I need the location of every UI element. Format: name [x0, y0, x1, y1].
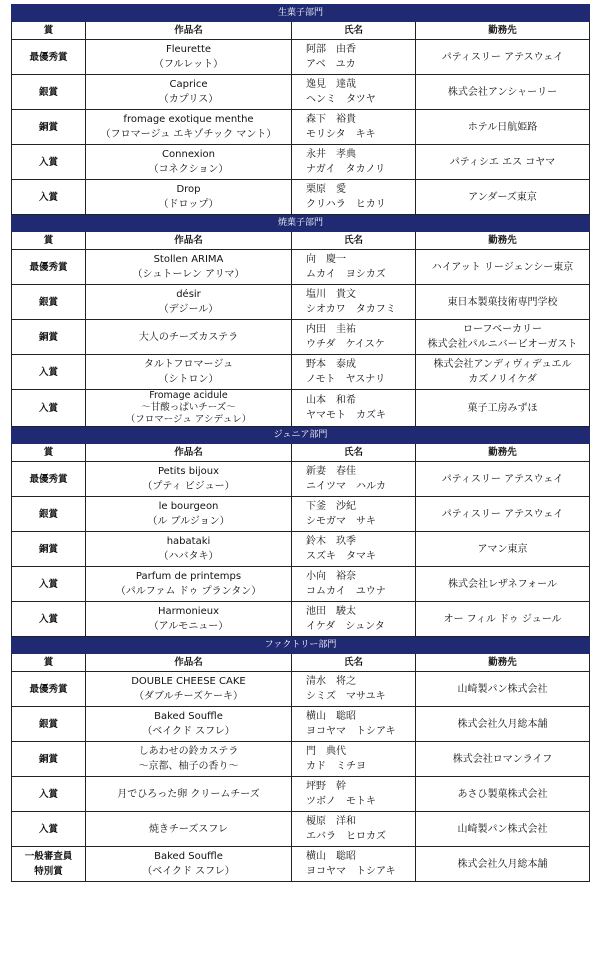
winner-name-cell-line: ヨコヤマ トシアキ — [306, 866, 396, 877]
winner-name-cell-line: ウチダ ケイスケ — [306, 339, 385, 350]
affiliation-cell — [416, 847, 590, 882]
winner-name-cell — [292, 320, 416, 355]
work-title-cell — [86, 777, 292, 812]
work-title-cell-line: désir — [176, 289, 201, 300]
table-row — [12, 567, 590, 602]
winner-name-cell — [292, 355, 416, 390]
column-header-award: 賞 — [12, 654, 86, 672]
affiliation-cell-line: 東日本製菓技術専門学校 — [447, 296, 558, 308]
winner-name-cell — [292, 497, 416, 532]
winner-name-cell-line: エバラ ヒロカズ — [306, 831, 386, 842]
affiliation-cell — [416, 320, 590, 355]
award-cell — [12, 602, 86, 637]
affiliation-cell-line: あさひ製菓株式会社 — [457, 788, 548, 800]
section-title: 焼菓子部門 — [12, 215, 590, 232]
work-title-cell-line: 月でひろった卵 クリームチーズ — [117, 788, 260, 800]
award-cell — [12, 532, 86, 567]
affiliation-cell — [416, 250, 590, 285]
affiliation-cell-line: ローフベーカリー — [463, 324, 542, 335]
table-row — [12, 145, 590, 180]
affiliation-cell-line: 株式会社アンシャーリー — [447, 86, 558, 98]
winner-name-cell-line: コムカイ ユウナ — [306, 586, 386, 597]
column-header-affiliation: 勤務先 — [416, 232, 590, 250]
column-header-affiliation: 勤務先 — [416, 444, 590, 462]
award-cell-line: 最優秀賞 — [29, 261, 68, 273]
work-title-cell-line: （プティ ビジュー） — [142, 481, 235, 492]
affiliation-cell-line: 山崎製パン株式会社 — [457, 823, 548, 835]
award-cell — [12, 567, 86, 602]
affiliation-cell-line: 株式会社アンディヴィデュエル — [433, 359, 572, 370]
winner-name-cell-line: 永井 孝典 — [306, 149, 356, 160]
award-cell — [12, 742, 86, 777]
section-title-row — [12, 637, 590, 654]
award-cell — [12, 110, 86, 145]
table-row — [12, 812, 590, 847]
column-header-name: 氏名 — [292, 654, 416, 672]
winner-name-cell — [292, 567, 416, 602]
work-title-cell-line: Connexion — [162, 149, 215, 160]
section-title: ファクトリー部門 — [12, 637, 590, 654]
table-row — [12, 707, 590, 742]
award-cell-line: 一般審査員 — [24, 851, 73, 862]
work-title-cell — [86, 497, 292, 532]
affiliation-cell — [416, 285, 590, 320]
work-title-cell-line: 焼きチーズスフレ — [148, 823, 229, 835]
award-cell — [12, 777, 86, 812]
work-title-cell — [86, 145, 292, 180]
table-row — [12, 40, 590, 75]
affiliation-cell — [416, 707, 590, 742]
winner-name-cell-line: 榎原 洋和 — [306, 816, 356, 827]
winner-name-cell-line: 内田 圭祐 — [306, 324, 356, 335]
winner-name-cell-line: ツボノ モトキ — [306, 796, 376, 807]
affiliation-cell-line: パティシエ エス コヤマ — [449, 156, 556, 168]
work-title-cell-line: （パルファム ドゥ プランタン） — [115, 586, 262, 597]
winner-name-cell-line: 新妻 春佳 — [306, 466, 356, 477]
section-title-row — [12, 427, 590, 444]
award-cell-line: 銀賞 — [38, 86, 58, 98]
winner-name-cell — [292, 390, 416, 427]
award-cell-line: 入賞 — [38, 366, 58, 378]
winner-name-cell-line: クリハラ ヒカリ — [306, 199, 386, 210]
affiliation-cell-line: 株式会社久月総本舗 — [457, 858, 548, 870]
winner-name-cell — [292, 250, 416, 285]
work-title-cell-line: DOUBLE CHEESE CAKE — [131, 676, 246, 687]
work-title-cell-line: Parfum de printemps — [135, 571, 242, 582]
work-title-cell — [86, 250, 292, 285]
winner-name-cell-line: ニイツマ ハルカ — [306, 481, 386, 492]
work-title-cell — [86, 812, 292, 847]
award-cell — [12, 145, 86, 180]
column-header-row — [12, 444, 590, 462]
award-cell — [12, 250, 86, 285]
winner-name-cell-line: 下釜 沙紀 — [306, 501, 356, 512]
affiliation-cell — [416, 40, 590, 75]
table-row — [12, 110, 590, 145]
winner-name-cell-line: モリシタ キキ — [306, 129, 376, 140]
award-cell-line: 入賞 — [38, 788, 58, 800]
winner-name-cell-line: シモガマ サキ — [306, 516, 376, 527]
winner-name-cell-line: アベ ユカ — [306, 59, 356, 70]
winner-name-cell — [292, 75, 416, 110]
work-title-cell-line: （フルレット） — [153, 59, 224, 70]
affiliation-cell — [416, 742, 590, 777]
affiliation-cell-line: 菓子工房みずほ — [467, 402, 538, 414]
table-row — [12, 390, 590, 427]
winner-name-cell-line: ナガイ タカノリ — [306, 164, 386, 175]
winner-name-cell — [292, 145, 416, 180]
section-title: 生菓子部門 — [12, 5, 590, 22]
work-title-cell-line: le bourgeon — [158, 501, 219, 512]
award-cell-line: 入賞 — [38, 156, 58, 168]
table-row — [12, 320, 590, 355]
award-cell-line: 銀賞 — [38, 296, 58, 308]
work-title-cell-line: （コネクション） — [148, 164, 229, 175]
affiliation-cell — [416, 602, 590, 637]
work-title-cell — [86, 567, 292, 602]
column-header-work: 作品名 — [86, 22, 292, 40]
award-cell — [12, 75, 86, 110]
table-row — [12, 532, 590, 567]
table-row — [12, 672, 590, 707]
winner-name-cell-line: 山本 和希 — [306, 395, 356, 406]
winner-name-cell-line: イケダ シュンタ — [306, 621, 385, 632]
winner-name-cell-line: 横山 聡昭 — [306, 711, 356, 722]
affiliation-cell — [416, 110, 590, 145]
award-cell — [12, 40, 86, 75]
affiliation-cell-line: 株式会社久月総本舗 — [457, 718, 548, 730]
winner-name-cell-line: カド ミチヨ — [306, 761, 366, 772]
affiliation-cell-line: パティスリー アテスウェイ — [441, 51, 564, 63]
winner-name-cell — [292, 110, 416, 145]
work-title-cell-line: Baked Souffle — [154, 851, 223, 862]
winner-name-cell-line: 向 慶一 — [306, 254, 346, 265]
work-title-cell — [86, 110, 292, 145]
work-title-cell-line: 大人のチーズカステラ — [138, 331, 239, 343]
award-cell — [12, 847, 86, 882]
table-row — [12, 180, 590, 215]
affiliation-cell — [416, 532, 590, 567]
work-title-cell-line: （ル ブルジョン） — [147, 516, 230, 527]
work-title-cell — [86, 390, 292, 427]
winner-name-cell — [292, 602, 416, 637]
column-header-affiliation: 勤務先 — [416, 654, 590, 672]
winner-name-cell-line: 清水 将之 — [306, 676, 356, 687]
work-title-cell-line: （ドロップ） — [158, 199, 219, 210]
work-title-cell-line: （ハバタキ） — [158, 551, 219, 562]
winner-name-cell — [292, 847, 416, 882]
winner-name-cell-line: ヤマモト カズキ — [306, 410, 386, 421]
winner-name-cell-line: 森下 裕貴 — [306, 114, 356, 125]
work-title-cell — [86, 75, 292, 110]
winner-name-cell-line: 池田 駿太 — [306, 606, 356, 617]
work-title-cell — [86, 180, 292, 215]
award-cell-line: 入賞 — [38, 578, 58, 590]
column-header-work: 作品名 — [86, 232, 292, 250]
work-title-cell — [86, 742, 292, 777]
column-header-name: 氏名 — [292, 22, 416, 40]
affiliation-cell-line: 山崎製パン株式会社 — [457, 683, 548, 695]
column-header-row — [12, 232, 590, 250]
work-title-cell — [86, 672, 292, 707]
affiliation-cell — [416, 145, 590, 180]
winner-name-cell — [292, 180, 416, 215]
work-title-cell-line: Baked Souffle — [154, 711, 223, 722]
table-row — [12, 285, 590, 320]
table-row — [12, 602, 590, 637]
winner-name-cell — [292, 532, 416, 567]
awards-table — [11, 4, 590, 882]
section-title-row — [12, 215, 590, 232]
work-title-cell — [86, 355, 292, 390]
column-header-name: 氏名 — [292, 232, 416, 250]
work-title-cell-line: Caprice — [169, 79, 208, 90]
award-cell-line: 銅賞 — [38, 121, 58, 133]
work-title-cell — [86, 462, 292, 497]
work-title-cell-line: fromage exotique menthe — [123, 114, 254, 125]
affiliation-cell-line: パティスリー アテスウェイ — [441, 508, 564, 520]
affiliation-cell — [416, 390, 590, 427]
affiliation-cell-line: 株式会社レザネフォール — [448, 578, 557, 590]
award-cell — [12, 497, 86, 532]
work-title-cell — [86, 602, 292, 637]
column-header-row — [12, 22, 590, 40]
work-title-cell — [86, 847, 292, 882]
work-title-cell — [86, 707, 292, 742]
column-header-work: 作品名 — [86, 444, 292, 462]
winner-name-cell-line: ヘンミ タツヤ — [306, 94, 376, 105]
winner-name-cell — [292, 462, 416, 497]
affiliation-cell-line: 株式会社パルニバービオーガスト — [427, 339, 578, 350]
award-cell-line: 銅賞 — [38, 543, 58, 555]
winner-name-cell — [292, 672, 416, 707]
column-header-award: 賞 — [12, 232, 86, 250]
award-cell-line: 銀賞 — [38, 508, 58, 520]
affiliation-cell-line: カズノリイケダ — [468, 374, 537, 385]
affiliation-cell-line: ハイアット リージェンシー東京 — [431, 261, 574, 273]
work-title-cell-line: （シトロン） — [158, 374, 219, 385]
work-title-cell-line: Fromage acidule — [149, 390, 228, 401]
table-row — [12, 742, 590, 777]
affiliation-cell — [416, 75, 590, 110]
award-cell-line: 入賞 — [38, 191, 58, 203]
award-cell — [12, 285, 86, 320]
winner-name-cell — [292, 40, 416, 75]
work-title-cell — [86, 40, 292, 75]
work-title-cell-line: ～京都、柚子の香り～ — [138, 761, 239, 772]
table-row — [12, 250, 590, 285]
work-title-cell — [86, 532, 292, 567]
award-cell-line: 入賞 — [38, 613, 58, 625]
table-row — [12, 777, 590, 812]
affiliation-cell — [416, 497, 590, 532]
winner-name-cell-line: 小向 裕奈 — [306, 571, 356, 582]
table-row — [12, 462, 590, 497]
affiliation-cell — [416, 567, 590, 602]
work-title-cell-line: Stollen ARIMA — [153, 254, 224, 265]
work-title-cell-line: Fleurette — [165, 44, 212, 55]
work-title-cell-line: （デジール） — [158, 304, 219, 315]
winner-name-cell-line: 栗原 愛 — [306, 184, 346, 195]
affiliation-cell — [416, 462, 590, 497]
winner-name-cell-line: 門 典代 — [306, 746, 346, 757]
award-cell — [12, 390, 86, 427]
section-title-row — [12, 5, 590, 22]
work-title-cell-line: （シュトーレン アリマ） — [132, 269, 245, 280]
work-title-cell-line: Harmonieux — [158, 606, 219, 617]
award-cell — [12, 707, 86, 742]
column-header-row — [12, 654, 590, 672]
table-row — [12, 355, 590, 390]
work-title-cell — [86, 320, 292, 355]
winner-name-cell-line: シオカワ タカフミ — [306, 304, 396, 315]
award-cell-line: 入賞 — [38, 402, 58, 414]
work-title-cell-line: habataki — [166, 536, 211, 547]
award-cell — [12, 180, 86, 215]
winner-name-cell — [292, 812, 416, 847]
award-cell-line: 銅賞 — [38, 753, 58, 765]
column-header-work: 作品名 — [86, 654, 292, 672]
work-title-cell-line: （ダブルチーズケーキ） — [133, 691, 244, 702]
winner-name-cell-line: ヨコヤマ トシアキ — [306, 726, 396, 737]
work-title-cell-line: （ベイクド スフレ） — [142, 726, 235, 737]
winner-name-cell-line: 鈴木 玖季 — [306, 536, 356, 547]
winner-name-cell-line: 野本 泰成 — [306, 359, 356, 370]
table-row — [12, 75, 590, 110]
work-title-cell-line: （フロマージュ エキゾチック マント） — [100, 129, 277, 140]
work-title-cell-line: （アルモニュー） — [148, 621, 229, 632]
work-title-cell — [86, 285, 292, 320]
winner-name-cell-line: シミズ マサユキ — [306, 691, 386, 702]
award-cell — [12, 320, 86, 355]
winner-name-cell-line: 阿部 由香 — [306, 44, 356, 55]
award-cell — [12, 812, 86, 847]
award-cell-line: 銀賞 — [38, 718, 58, 730]
work-title-cell-line: （フロマージュ アシデュレ） — [125, 414, 252, 425]
column-header-award: 賞 — [12, 22, 86, 40]
affiliation-cell — [416, 777, 590, 812]
affiliation-cell-line: アマン東京 — [477, 543, 528, 555]
winner-name-cell-line: ムカイ ヨシカズ — [306, 269, 386, 280]
column-header-award: 賞 — [12, 444, 86, 462]
winner-name-cell-line: ノモト ヤスナリ — [306, 374, 386, 385]
table-row — [12, 497, 590, 532]
winner-name-cell — [292, 707, 416, 742]
winner-name-cell-line: 塩川 貴文 — [306, 289, 356, 300]
winner-name-cell — [292, 285, 416, 320]
affiliation-cell — [416, 812, 590, 847]
award-cell-line: 最優秀賞 — [29, 473, 68, 485]
winner-name-cell-line: 坪野 幹 — [306, 781, 346, 792]
table-row — [12, 847, 590, 882]
affiliation-cell-line: 株式会社ロマンライフ — [452, 753, 553, 765]
affiliation-cell — [416, 180, 590, 215]
award-cell-line: 最優秀賞 — [29, 51, 68, 63]
work-title-cell-line: （ベイクド スフレ） — [142, 866, 235, 877]
work-title-cell-line: しあわせの鈴カステラ — [138, 746, 239, 757]
affiliation-cell-line: アンダーズ東京 — [468, 191, 537, 203]
winner-name-cell — [292, 742, 416, 777]
award-cell — [12, 672, 86, 707]
winner-name-cell-line: 逸見 達哉 — [306, 79, 356, 90]
award-cell — [12, 462, 86, 497]
award-cell — [12, 355, 86, 390]
affiliation-cell-line: パティスリー アテスウェイ — [441, 473, 564, 485]
column-header-name: 氏名 — [292, 444, 416, 462]
award-cell-line: 入賞 — [38, 823, 58, 835]
affiliation-cell-line: ホテル日航姫路 — [467, 121, 538, 133]
award-cell-line: 銅賞 — [38, 331, 58, 343]
affiliation-cell — [416, 672, 590, 707]
work-title-cell-line: Drop — [176, 184, 201, 195]
affiliation-cell — [416, 355, 590, 390]
work-title-cell-line: （カプリス） — [158, 94, 219, 105]
award-cell-line: 特別賞 — [34, 866, 63, 877]
affiliation-cell-line: オー フィル ドゥ ジュール — [443, 613, 562, 625]
winner-name-cell-line: スズキ タマキ — [306, 551, 376, 562]
work-title-cell-line: Petits bijoux — [157, 466, 220, 477]
winner-name-cell — [292, 777, 416, 812]
award-cell-line: 最優秀賞 — [29, 683, 68, 695]
work-title-cell-line: ～甘酸っぱいチーズ～ — [141, 402, 236, 413]
work-title-cell-line: タルトフロマージュ — [143, 359, 234, 370]
column-header-affiliation: 勤務先 — [416, 22, 590, 40]
winner-name-cell-line: 横山 聡昭 — [306, 851, 356, 862]
section-title: ジュニア部門 — [12, 427, 590, 444]
